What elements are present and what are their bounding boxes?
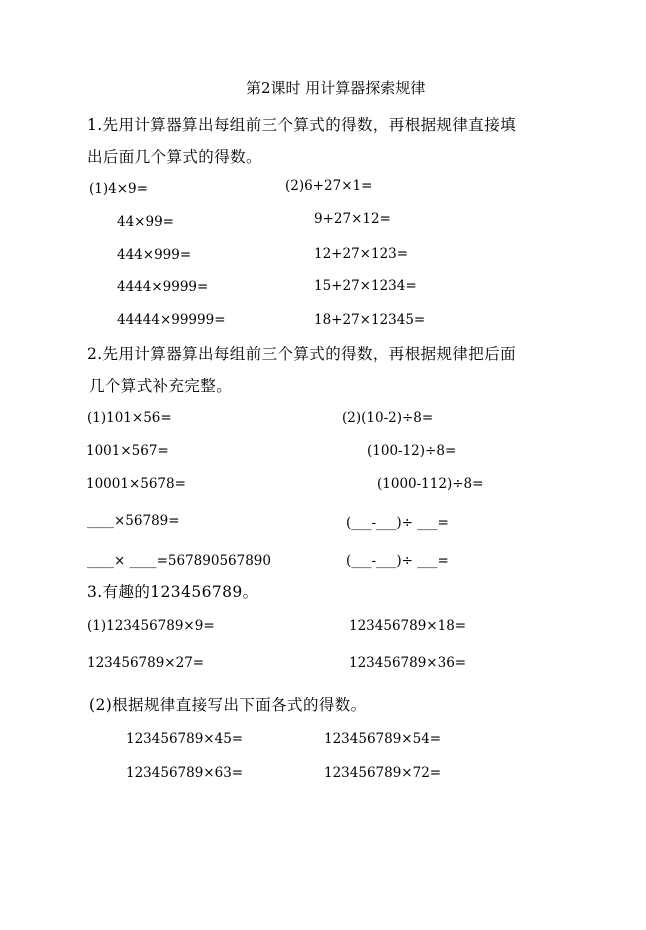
q1-right-expr-2: 9+27×12= — [314, 211, 391, 227]
q1-right-expr-1: (2)6+27×1= — [285, 178, 373, 194]
q2-left-expr-4: ____×56789= — [87, 513, 180, 529]
page-title: 第2课时 用计算器探索规律 — [246, 79, 426, 97]
q1-right-expr-5: 18+27×12345= — [314, 312, 426, 328]
q2-right-expr-1: (2)(10-2)÷8= — [342, 410, 434, 426]
q3-expr-3: 123456789×27= — [87, 655, 205, 671]
q2-right-expr-3: (1000-112)÷8= — [377, 476, 484, 492]
q1-left-expr-2: 44×99= — [117, 214, 174, 230]
q2-right-expr-4: (___-___)÷ ___= — [346, 515, 449, 531]
q1-right-expr-4: 15+27×1234= — [314, 278, 417, 294]
q3-expr-5: 123456789×45= — [126, 731, 244, 747]
q1-right-expr-3: 12+27×123= — [314, 246, 409, 262]
q3-expr-2: 123456789×18= — [349, 618, 467, 634]
q1-left-expr-4: 4444×9999= — [117, 279, 209, 295]
q1-left-expr-1: (1)4×9= — [89, 181, 148, 197]
q2-left-expr-5: ____× ____=567890567890 — [87, 553, 271, 569]
q2-left-expr-1: (1)101×56= — [87, 410, 172, 426]
q1-instruction-line1: 1.先用计算器算出每组前三个算式的得数，再根据规律直接填 — [87, 116, 516, 134]
q2-left-expr-3: 10001×5678= — [86, 476, 186, 492]
q1-left-expr-5: 44444×99999= — [117, 312, 226, 328]
q2-right-expr-5: (___-___)÷ ___= — [346, 553, 449, 569]
q3-expr-7: 123456789×63= — [126, 765, 244, 781]
q3-sub2-instruction: (2)根据规律直接写出下面各式的得数。 — [89, 696, 367, 714]
q3-expr-6: 123456789×54= — [324, 731, 442, 747]
q1-left-expr-3: 444×999= — [117, 247, 192, 263]
q3-heading: 3.有趣的123456789。 — [87, 583, 259, 601]
q1-instruction-line2: 出后面几个算式的得数。 — [87, 148, 262, 166]
q3-expr-1: (1)123456789×9= — [87, 618, 215, 634]
q3-expr-4: 123456789×36= — [349, 655, 467, 671]
q3-expr-8: 123456789×72= — [324, 765, 442, 781]
q2-instruction-line2: 几个算式补充完整。 — [89, 377, 233, 395]
q2-left-expr-2: 1001×567= — [86, 443, 169, 459]
q2-right-expr-2: (100-12)÷8= — [367, 443, 457, 459]
q2-instruction-line1: 2.先用计算器算出每组前三个算式的得数，再根据规律把后面 — [87, 345, 516, 363]
